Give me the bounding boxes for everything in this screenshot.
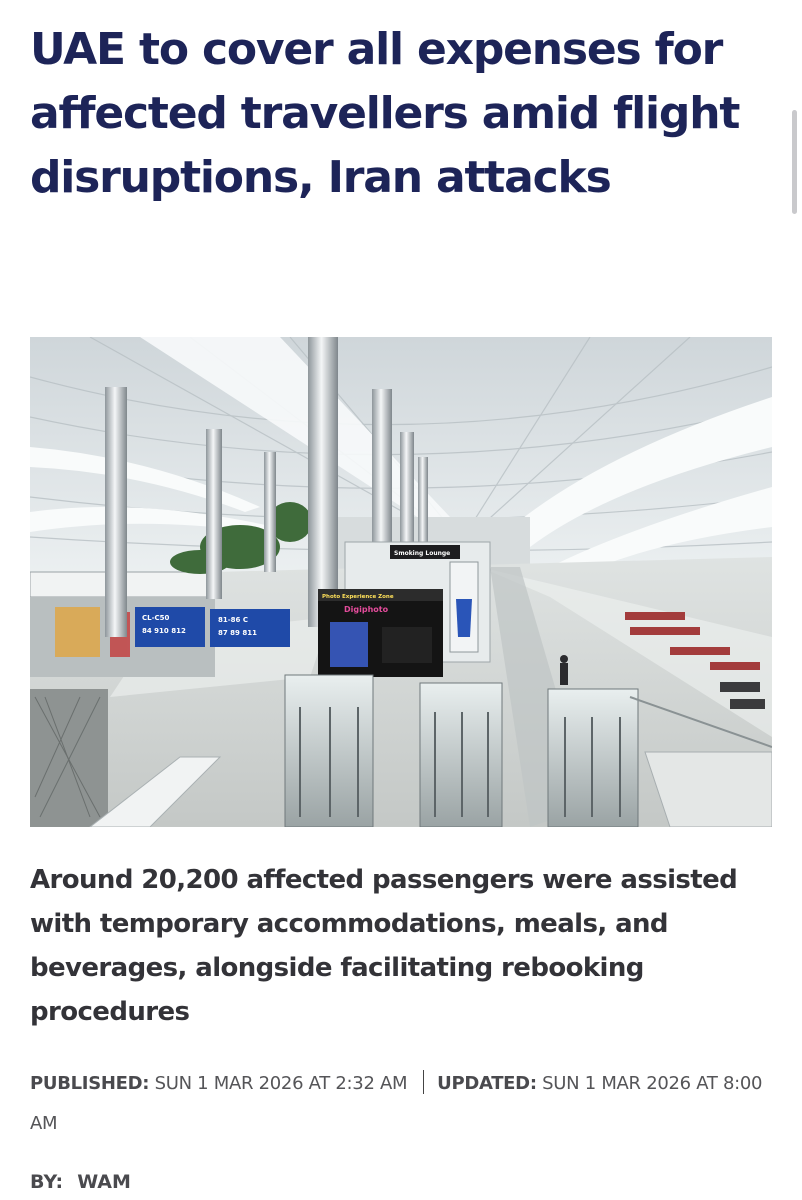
svg-text:84 910 812: 84 910 812	[142, 627, 186, 635]
svg-text:81-86 C: 81-86 C	[218, 616, 248, 624]
svg-text:87 89 811: 87 89 811	[218, 629, 257, 637]
smoking-lounge-sign: Smoking Lounge	[394, 550, 451, 557]
digiphoto-sign: Digiphoto	[344, 605, 389, 614]
airport-terminal-photo	[30, 337, 772, 827]
byline	[30, 1166, 131, 1198]
byline-label: BY:	[30, 1171, 64, 1193]
article-meta	[30, 1064, 772, 1144]
article-summary: Around 20,200 affected passengers were assisted with temporary accommodations, meals, and beverages, alongside facilitating rebooking procedures	[30, 865, 738, 1027]
photo-experience-sign: Photo Experience Zone	[322, 594, 394, 600]
published-date: SUN 1 MAR 2026 AT 2:32 AM	[154, 1073, 408, 1094]
byline-author[interactable]: WAM	[77, 1171, 131, 1193]
article-headline: UAE to cover all expenses for affected travellers amid flight disruptions, Iran attacks	[30, 24, 740, 203]
published-label: PUBLISHED:	[30, 1073, 150, 1094]
svg-text:CL-C50: CL-C50	[142, 614, 170, 622]
scrollbar-thumb[interactable]	[792, 110, 797, 214]
hero-image	[30, 337, 772, 827]
updated-label: UPDATED:	[437, 1073, 537, 1094]
meta-divider	[423, 1070, 424, 1094]
updated-date: SUN 1 MAR 2026 AT 8:00 AM	[30, 1073, 763, 1134]
